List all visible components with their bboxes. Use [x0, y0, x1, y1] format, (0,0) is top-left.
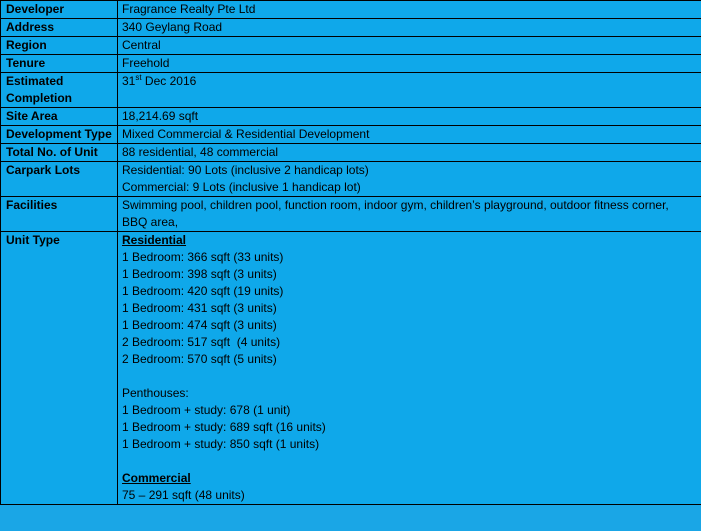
- completion-rest: Dec 2016: [141, 74, 197, 88]
- row-value: Mixed Commercial & Residential Development: [118, 126, 701, 144]
- row-label: Unit Type: [1, 232, 118, 505]
- row-value: Swimming pool, children pool, function room, indoor gym, children’s playground, outdoor fitness corner, BBQ area,: [118, 197, 701, 232]
- row-value: Central: [118, 37, 701, 55]
- commercial-heading: Commercial: [122, 471, 191, 485]
- carpark-line: Residential: 90 Lots (inclusive 2 handicap lots): [122, 163, 369, 177]
- unit-line: 1 Bedroom: 431 sqft (3 units): [122, 301, 277, 315]
- row-value: Freehold: [118, 55, 701, 73]
- row-label: Estimated Completion: [1, 73, 118, 108]
- unit-line: 1 Bedroom + study: 689 sqft (16 units): [122, 420, 326, 434]
- completion-day: 31: [122, 74, 136, 88]
- unit-line: 1 Bedroom: 420 sqft (19 units): [122, 284, 284, 298]
- unit-line: 2 Bedroom: 517 sqft (4 units): [122, 335, 281, 349]
- unit-line: 1 Bedroom + study: 678 (1 unit): [122, 403, 291, 417]
- row-label: Developer: [1, 1, 118, 19]
- unit-line: 1 Bedroom + study: 850 sqft (1 units): [122, 437, 320, 451]
- spacer: [122, 368, 697, 385]
- row-value: 88 residential, 48 commercial: [118, 144, 701, 162]
- row-value: 340 Geylang Road: [118, 19, 701, 37]
- row-value: 18,214.69 sqft: [118, 108, 701, 126]
- unit-line: 1 Bedroom: 366 sqft (33 units): [122, 250, 284, 264]
- unit-line: 75 – 291 sqft (48 units): [122, 488, 245, 502]
- table-row: [1, 37, 701, 55]
- table-row: [1, 144, 701, 162]
- table-row: [1, 19, 701, 37]
- row-value: [118, 232, 701, 505]
- row-label: Tenure: [1, 55, 118, 73]
- row-value: [118, 162, 701, 197]
- row-value: Fragrance Realty Pte Ltd: [118, 1, 701, 19]
- table-row: [1, 126, 701, 144]
- table-row: [1, 232, 701, 505]
- carpark-line: Commercial: 9 Lots (inclusive 1 handicap lot): [122, 180, 361, 194]
- row-label: Development Type: [1, 126, 118, 144]
- row-value: [118, 73, 701, 108]
- table-row: [1, 1, 701, 19]
- spacer: [122, 453, 697, 470]
- table-row: [1, 55, 701, 73]
- table-row: [1, 162, 701, 197]
- row-label: Carpark Lots: [1, 162, 118, 197]
- row-label: Total No. of Unit: [1, 144, 118, 162]
- completion-suffix: st: [135, 73, 142, 82]
- table-row: [1, 73, 701, 108]
- table-row: [1, 197, 701, 232]
- row-label: Region: [1, 37, 118, 55]
- unit-line: 2 Bedroom: 570 sqft (5 units): [122, 352, 277, 366]
- row-label: Facilities: [1, 197, 118, 232]
- unit-line: 1 Bedroom: 398 sqft (3 units): [122, 267, 277, 281]
- table-row: [1, 108, 701, 126]
- unit-line: 1 Bedroom: 474 sqft (3 units): [122, 318, 277, 332]
- penthouse-heading: Penthouses:: [122, 386, 189, 400]
- residential-heading: Residential: [122, 233, 187, 247]
- row-label: Address: [1, 19, 118, 37]
- row-label: Site Area: [1, 108, 118, 126]
